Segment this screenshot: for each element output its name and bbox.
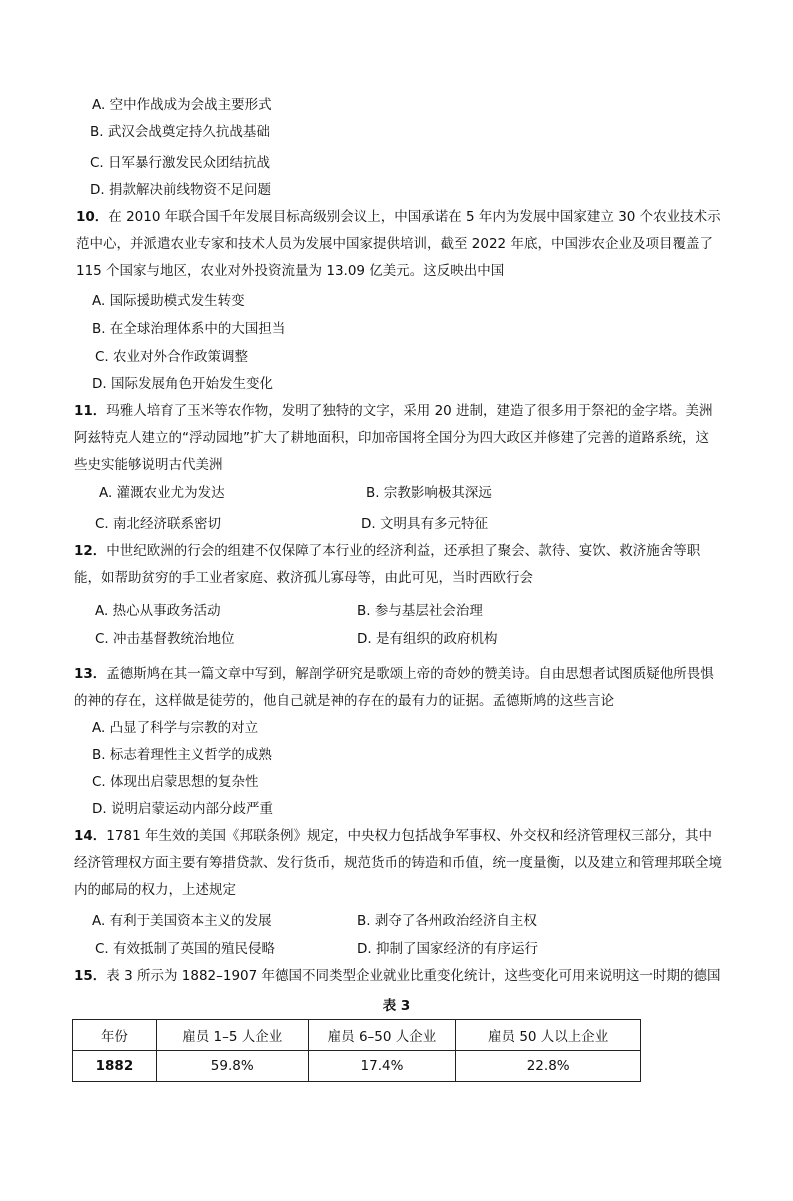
question-number: 13． [74,666,107,682]
q13-option-d: D. 说明启蒙运动内部分歧严重 [92,801,273,817]
q11-option-d: D. 文明具有多元特征 [361,516,488,532]
table-cell: 22.8% [456,1051,641,1082]
q9-option-d: D. 捐款解决前线物资不足问题 [90,182,271,198]
q14-option-a: A. 有利于美国资本主义的发展 [92,913,272,929]
q14-option-c: C. 有效抵制了英国的殖民侵略 [95,941,276,957]
question-number: 15． [74,968,107,984]
question-14 [74,823,722,904]
table-header-cell: 雇员 6–50 人企业 [308,1020,456,1051]
q10-option-c: C. 农业对外合作政策调整 [95,349,249,365]
q13-option-a: A. 凸显了科学与宗教的对立 [92,720,259,736]
q12-option-b: B. 参与基层社会治理 [357,603,483,619]
q10-option-b: B. 在全球治理体系中的大国担当 [92,321,286,337]
table-3 [72,1019,641,1082]
question-stem: 孟德斯鸠在其一篇文章中写到，解剖学研究是歌颂上帝的奇妙的赞美诗。自由思想者试图质疑他所畏惧的神的存在，这样做是徒劳的，他自己就是神的存在的最有力的证据。孟德斯鸠的这些言论 [74,666,714,709]
table-header-cell: 年份 [73,1020,157,1051]
q10-option-a: A. 国际援助模式发生转变 [92,293,245,309]
q14-option-b: B. 剥夺了各州政治经济自主权 [357,913,537,929]
question-number: 12． [74,543,107,559]
question-12 [74,538,722,592]
q12-option-c: C. 冲击基督教统治地位 [95,631,235,647]
q13-option-c: C. 体现出启蒙思想的复杂性 [92,774,259,790]
q9-option-a: A. 空中作战成为会战主要形式 [92,97,272,113]
table-caption: 表 3 [382,998,411,1014]
question-11 [74,398,722,479]
question-stem: 玛雅人培育了玉米等农作物，发明了独特的文字，采用 20 进制，建造了很多用于祭祀的金字塔。美洲阿兹特克人建立的“浮动园地”扩大了耕地面积，印加帝国将全国分为四大政区并修建了完善的道路系统，这些史实能够说明古代美洲 [74,403,713,473]
q13-option-b: B. 标志着理性主义哲学的成熟 [92,747,272,763]
q10-option-d: D. 国际发展角色开始发生变化 [92,376,273,392]
question-15 [74,967,721,985]
q11-option-b: B. 宗教影响极其深远 [366,485,492,501]
question-stem: 在 2010 年联合国千年发展目标高级别会议上，中国承诺在 5 年内为发展中国家建立 30 个农业技术示范中心，并派遣农业专家和技术人员为发展中国家提供培训，截至 2022 年底，中国涉农企业及项目覆盖了 115 个国家与地区，农业对外投资流量为 13.09 亿美元。这反映出中国 [76,209,721,279]
question-number: 10． [76,209,109,225]
q9-option-c: C. 日军暴行激发民众团结抗战 [90,155,271,171]
question-10 [76,204,721,285]
q14-option-d: D. 抑制了国家经济的有序运行 [357,941,538,957]
question-number: 14． [74,828,107,844]
table-cell: 59.8% [156,1051,308,1082]
q11-option-a: A. 灌溉农业尤为发达 [99,485,225,501]
question-stem: 表 3 所示为 1882–1907 年德国不同类型企业就业比重变化统计，这些变化可用来说明这一时期的德国 [106,968,721,984]
q11-option-c: C. 南北经济联系密切 [95,516,222,532]
table-cell: 1882 [73,1051,157,1082]
question-stem: 1781 年生效的美国《邦联条例》规定，中央权力包括战争军事权、外交权和经济管理权三部分，其中经济管理权方面主要有筹措贷款、发行货币，规范货币的铸造和币值，统一度量衡，以及建立和管理邦联全境内的邮局的权力，上述规定 [74,828,722,898]
table-header-cell: 雇员 1–5 人企业 [156,1020,308,1051]
q12-option-a: A. 热心从事政务活动 [95,603,221,619]
question-13 [74,661,722,715]
table-row [73,1051,641,1082]
q12-option-d: D. 是有组织的政府机构 [357,631,498,647]
q9-option-b: B. 武汉会战奠定持久抗战基础 [90,124,270,140]
question-number: 11． [74,403,107,419]
table-cell: 17.4% [308,1051,456,1082]
table-header-row [73,1020,641,1051]
table-header-cell: 雇员 50 人以上企业 [456,1020,641,1051]
question-stem: 中世纪欧洲的行会的组建不仅保障了本行业的经济利益，还承担了聚会、款待、宴饮、救济施舍等职能，如帮助贫穷的手工业者家庭、救济孤儿寡母等，由此可见，当时西欧行会 [74,543,701,586]
